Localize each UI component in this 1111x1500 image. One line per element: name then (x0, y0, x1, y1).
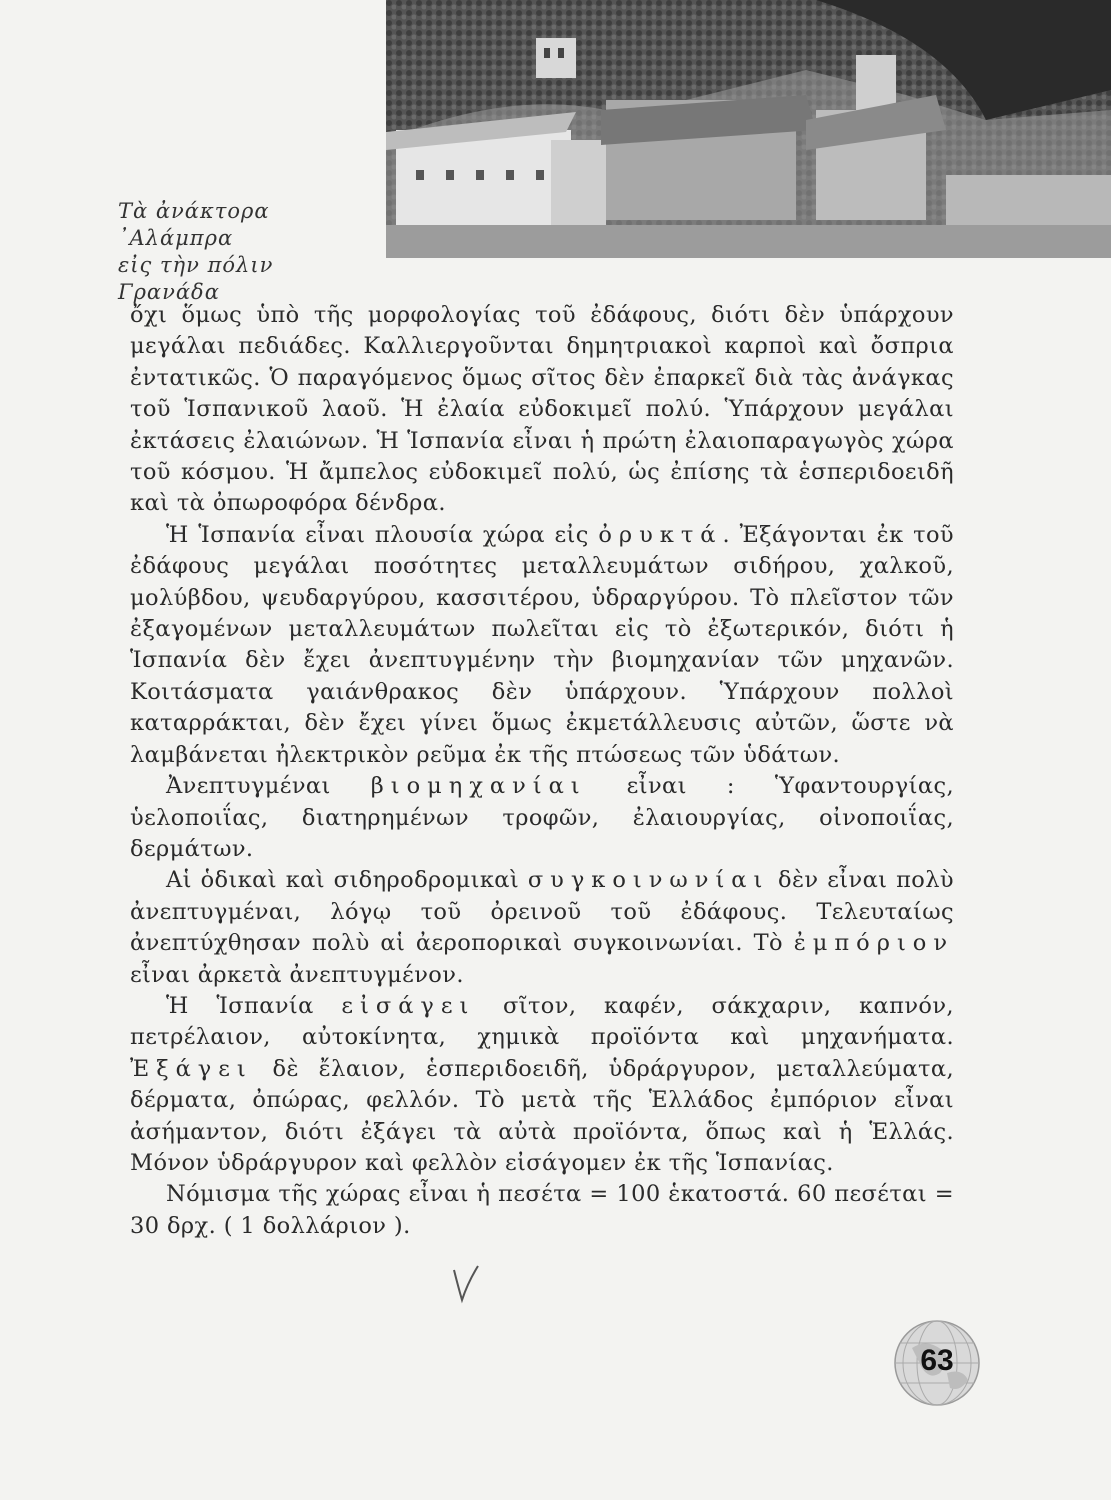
paragraph-3 (130, 771, 954, 865)
handwritten-check-mark (452, 1262, 482, 1306)
body-text (130, 300, 954, 1242)
photo-caption (118, 198, 380, 306)
spaced-term-minerals: ὀρυκτά (598, 521, 723, 548)
paragraph-4 (130, 865, 954, 991)
paragraph-3-part-b: εἶναι : Ὑφαντουργίας, ὑελοποιΐας, διατηρημένων τροφῶν, ἐλαιουργίας, οἰνοποιΐας, δερμάτων. (130, 773, 954, 862)
paragraph-5-part-a: Ἡ Ἱσπανία (166, 992, 342, 1019)
paragraph-5 (130, 991, 954, 1179)
caption-line-2: εἰς τὴν πόλιν Γρανάδα (118, 253, 274, 304)
spaced-term-exports: Ἐξάγει (130, 1055, 253, 1082)
spaced-term-imports: εἰσάγει (341, 992, 476, 1019)
paragraph-2 (130, 520, 954, 771)
alhambra-photo (386, 0, 1111, 258)
paragraph-5-part-c: δὲ ἔλαιον, ἑσπεριδοειδῆ, ὑδράργυρον, μεταλλεύματα, δέρματα, ὀπώρας, φελλόν. Τὸ μετὰ τῆς Ἑλλάδος ἐμπόριον εἶναι ἀσήμαντον, διότι ἐξάγει τὰ αὐτὰ προϊόντα, ὅπως καὶ ἡ Ἑλλάς. Μόνον ὑδράργυρον καὶ φελλὸν εἰσάγομεν ἐκ τῆς Ἱσπανίας. (130, 1055, 954, 1176)
spaced-term-commerce: ἐμπόριον (793, 930, 954, 957)
paragraph-4-part-c: εἶναι ἀρκετὰ ἀνεπτυγμένον. (130, 961, 464, 988)
paragraph-2-part-a: Ἡ Ἱσπανία εἶναι πλουσία χώρα εἰς (166, 521, 599, 548)
paragraph-3-part-a: Ἀνεπτυγμέναι (166, 773, 371, 800)
paragraph-5-part-b: σῖτον, καφέν, σάκχαριν, καπνόν, πετρέλαιον, αὐτοκίνητα, χημικὰ προϊόντα καὶ μηχανήματα. (130, 992, 954, 1051)
paragraph-1: ὄχι ὅμως ὑπὸ τῆς μορφολογίας τοῦ ἐδάφους, διότι δὲν ὑπάρχουν μεγάλαι πεδιάδες. Καλλιεργοῦνται δημητριακοὶ καρποὶ καὶ ὄσπρια ἐντατικῶς. Ὁ παραγόμενος ὅμως σῖτος δὲν ἐπαρκεῖ διὰ τὰς ἀνάγκας τοῦ Ἱσπανικοῦ λαοῦ. Ἡ ἐλαία εὐδοκιμεῖ πολύ. Ὑπάρχουν μεγάλαι ἐκτάσεις ἐλαιώνων. Ἡ Ἱσπανία εἶναι ἡ πρώτη ἐλαιοπαραγωγὸς χώρα τοῦ κόσμου. Ἡ ἄμπελος εὐδοκιμεῖ πολύ, ὡς ἐπίσης τὰ ἑσπεριδοειδῆ καὶ τὰ ὀπωροφόρα δένδρα. (130, 302, 954, 517)
spaced-term-industries: βιομηχανίαι (370, 773, 587, 800)
paragraph-2-part-b: . Ἐξάγονται ἐκ τοῦ ἐδάφους μεγάλαι ποσότητες μεταλλευμάτων σιδήρου, χαλκοῦ, μολύβδου, ψευδαργύρου, κασσιτέρου, ὑδραργύρου. Τὸ πλεῖστον τῶν ἐξαγομένων μεταλλευμάτων πωλεῖται εἰς τὸ ἐξωτερικόν, διότι ἡ Ἱσπανία δὲν ἔχει ἀνεπτυγμένην τὴν βιομηχανίαν τῶν μηχανῶν. Κοιτάσματα γαιάνθρακος δὲν ὑπάρχουν. Ὑπάρχουν πολλοὶ καταρράκται, δὲν ἔχει γίνει ὅμως ἐκμετάλλευσις αὐτῶν, ὥστε νὰ λαμβάνεται ἠλεκτρικὸν ρεῦμα ἐκ τῆς πτώσεως τῶν ὑδάτων. (130, 521, 954, 768)
paragraph-4-part-b: δὲν εἶναι πολὺ ἀνεπτυγμέναι, λόγῳ τοῦ ὀρεινοῦ τοῦ ἐδάφους. Τελευταίως ἀνεπτύχθησαν πολὺ αἱ ἀεροπορικαὶ συγκοινωνίαι. Τὸ (130, 867, 954, 957)
page-number: 63 (920, 1344, 954, 1377)
caption-line-1: Τὰ ἀνάκτορα ᾿Αλάμπρα (118, 199, 270, 250)
paragraph-6: Νόμισμα τῆς χώρας εἶναι ἡ πεσέτα = 100 ἑκατοστά. 60 πεσέται = 30 δρχ. ( 1 δολλάριον ). (130, 1181, 954, 1239)
paragraph-4-part-a: Αἱ ὁδικαὶ καὶ σιδηροδρομικαὶ (166, 867, 528, 894)
spaced-term-communications: συγκοινωνίαι (527, 867, 770, 894)
